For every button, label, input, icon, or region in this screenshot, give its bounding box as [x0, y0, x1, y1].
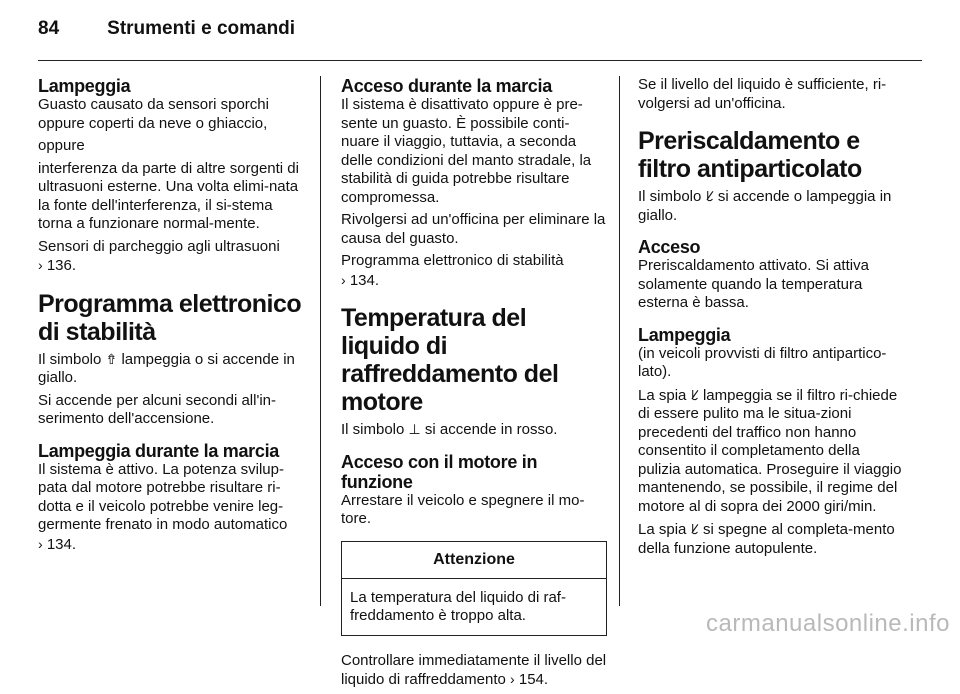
paragraph: Arrestare il veicolo e spegnere il mo-tore.: [341, 491, 585, 527]
heading-lampeggia-marcia: Lampeggia durante la marcia: [38, 440, 279, 461]
page-title: Strumenti e comandi: [107, 18, 296, 39]
paragraph: La spia ᱥ lampeggia se il filtro ri-chiede di essere pulito ma le situa-zioni precedenti del traffico non hanno consentito il completamento della pulizia automatica. Proseguire il viaggio mantenendo, se possibile, il regime del motore al di sopra dei 2000 giri/min.: [638, 386, 902, 515]
paragraph: Programma elettronico di stabilità › 134.: [341, 252, 564, 289]
paragraph: Guasto causato da sensori sporchi oppure coperti da neve o ghiaccio,: [38, 96, 269, 132]
paragraph: Il simbolo ᱥ si accende o lampeggia in giallo.: [638, 188, 892, 224]
header-rule: [38, 60, 922, 61]
heading-temperatura-liquido: Temperatura del liquido di raffreddamento del motore: [341, 304, 559, 416]
watermark: carmanualsonline.info: [706, 610, 950, 637]
paragraph: Il simbolo ⊥ si accende in rosso.: [341, 421, 558, 438]
paragraph: Preriscaldamento attivato. Si attiva solamente quando la temperatura esterna è bassa.: [638, 257, 869, 311]
heading-acceso-marcia: Acceso durante la marcia: [341, 76, 552, 96]
paragraph: (in veicoli provvisti di filtro antipartico-lato).: [638, 344, 887, 380]
glow-plug-icon: ᱥ: [690, 386, 699, 403]
page-ref-icon: ›: [38, 535, 43, 552]
page-ref-link[interactable]: 134.: [46, 535, 77, 553]
paragraph: Il sistema è disattivato oppure è pre-sente un guasto. È possibile conti-nuare il viaggio, tuttavia, a seconda delle condizioni del manto stradale, la stabilità di guida potrebbe risultare compromessa.: [341, 96, 592, 206]
paragraph: Si accende per alcuni secondi all'in-serimento dell'accensione.: [38, 391, 277, 427]
column-1: [38, 76, 304, 558]
heading-acceso-motore: Acceso con il motore in funzione: [341, 451, 538, 492]
coolant-temperature-icon: ⊥: [408, 421, 421, 437]
paragraph: Se il livello del liquido è sufficiente, ri-volgersi ad un'officina.: [638, 76, 887, 112]
page-number: 84: [38, 18, 60, 39]
column-divider-1: [320, 76, 321, 606]
esp-warning-icon: ⇮: [105, 350, 118, 367]
page-ref-icon: ›: [510, 671, 515, 687]
warning-box: [341, 541, 607, 636]
paragraph: Sensori di parcheggio agli ultrasuoni › 136.: [38, 237, 280, 274]
heading-lampeggia: Lampeggia: [38, 76, 131, 96]
page-ref-icon: ›: [341, 271, 346, 288]
page-ref-link[interactable]: 134.: [349, 271, 380, 289]
heading-programma-elettronico: Programma elettronico di stabilità: [38, 289, 302, 346]
paragraph: Il simbolo ⇮ lampeggia o si accende in giallo.: [38, 350, 295, 386]
warning-title: Attenzione: [342, 542, 606, 579]
page-header: [38, 18, 295, 50]
page-ref-link[interactable]: 136.: [46, 257, 77, 274]
page-ref-icon: ›: [38, 257, 43, 273]
heading-preriscaldamento: Preriscaldamento e filtro antiparticolato: [638, 127, 862, 183]
paragraph: La spia ᱥ si spegne al completa-mento della funzione autopulente.: [638, 521, 895, 557]
heading-lampeggia: Lampeggia: [638, 324, 731, 345]
warning-body: La temperatura del liquido di raf-freddamento è troppo alta.: [350, 588, 566, 624]
paragraph: Controllare immediatamente il livello del liquido di raffreddamento › 154.: [341, 651, 607, 688]
column-3: [638, 76, 904, 562]
column-2: [341, 76, 607, 694]
column-divider-2: [619, 76, 620, 606]
paragraph: Rivolgersi ad un'officina per eliminare la causa del guasto.: [341, 211, 606, 247]
glow-plug-icon: ᱥ: [690, 521, 699, 537]
page-ref-link[interactable]: 154.: [518, 671, 549, 688]
paragraph: oppure: [38, 137, 85, 154]
heading-acceso: Acceso: [638, 237, 701, 257]
paragraph: interferenza da parte di altre sorgenti di ultrasuoni esterne. Una volta elimi-nata la fonte dell'interferenza, il si-stema torna a funzionare normal-mente.: [38, 159, 299, 232]
paragraph: Il sistema è attivo. La potenza svilup-pata dal motore potrebbe risultare ri-dotta e il veicolo potrebbe venire leg-germente frenato in modo automatico › 134.: [38, 460, 288, 553]
glow-plug-icon: ᱥ: [705, 188, 714, 204]
